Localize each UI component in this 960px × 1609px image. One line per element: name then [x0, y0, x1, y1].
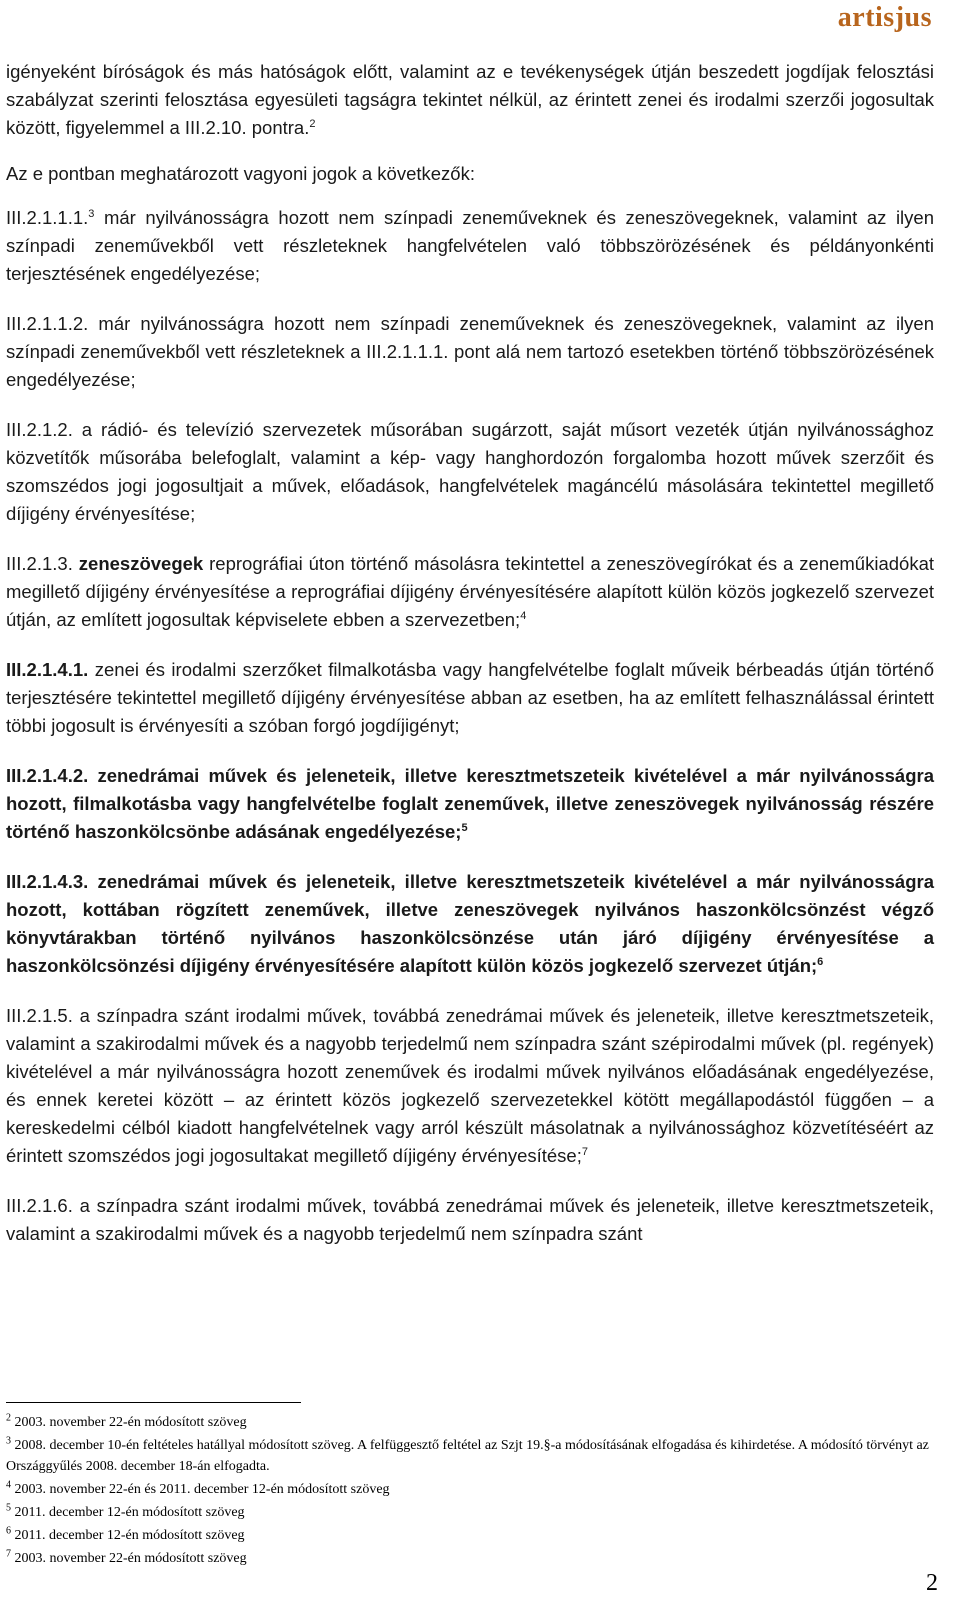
text-run: III.2.1.2. a rádió- és televízió szervezetek műsorában sugárzott, saját műsort vezeték útján nyilvánossághoz közvetítők műsorába belefoglalt, valamint a kép- vagy hanghordozón forgalomba hozott művek szerzőit és szomszédos jogi jogosultjait a művek, előadások, hangfelvételek magáncélú másolására tekintettel megillető díjigény érvényesítése; — [6, 419, 934, 524]
footnote-text: 2008. december 10-én feltételes hatállyal módosított szöveg. A felfüggesztő feltétel az Szjt 19.§-a módosításának elfogadása és kihirdetése. A módosító törvényt az Országgyűlés 2008. december 18-án elfogadta. — [6, 1438, 929, 1474]
text-run: III.2.1.5. a színpadra szánt irodalmi művek, továbbá zenedrámai művek és jeleneteik, illetve keresztmetszeteik, valamint a szakirodalmi művek és a nagyobb terjedelmű nem színpadra szánt szépirodalmi művek (pl. regények) kivételével a már nyilvánosságra hozott zeneművek és irodalmi művek nyilvános előadásának engedélyezése, és ennek keretei között – az érintett közös jogkezelő szervezetekkel kötött megállapodástól függően – a kereskedelmi célból kiadott hangfelvételnek vagy arról készült másolatnak a nyilvánossághoz közvetítéséért az érintett szomszédos jogi jogosultakat megillető díjigény érvényesítése; — [6, 1005, 934, 1166]
page-number: 2 — [926, 1570, 938, 1596]
paragraph — [6, 204, 934, 288]
paragraph — [6, 1002, 934, 1170]
paragraph — [6, 550, 934, 634]
footnote — [6, 1548, 934, 1569]
paragraph — [6, 1192, 934, 1248]
footnote-text: 2003. november 22-én módosított szöveg — [11, 1551, 247, 1566]
footnote-text: 2011. december 12-én módosított szöveg — [11, 1505, 245, 1520]
artisjus-logo: artisjus — [837, 2, 932, 33]
footnote — [6, 1435, 934, 1477]
text-run: III.2.1.3. — [6, 553, 79, 574]
footnote-ref: 7 — [581, 1145, 588, 1158]
paragraph — [6, 762, 934, 846]
text-run: III.2.1.4.1. — [6, 659, 89, 680]
text-run: reprográfiai úton történő másolásra tekintettel a zeneszövegírókat és a zeneműkiadókat megillető díjigény érvényesítése a reprográfiai díjigény érvényesítésére alapított külön közös jogkezelő szervezet útján, az említett jogosultak képviselete ebben a szervezetben; — [6, 553, 934, 630]
footnote — [6, 1502, 934, 1523]
footnote-number: 3 — [6, 1435, 11, 1447]
footnote-number: 6 — [6, 1525, 11, 1537]
footnote-number: 7 — [6, 1548, 11, 1560]
footnote-number: 5 — [6, 1502, 11, 1514]
text-run: III.2.1.6. a színpadra szánt irodalmi művek, továbbá zenedrámai művek és jeleneteik, illetve keresztmetszeteik, valamint a szakirodalmi művek és a nagyobb terjedelmű nem színpadra szánt — [6, 1195, 934, 1244]
paragraph — [6, 310, 934, 394]
footnote — [6, 1525, 934, 1546]
footnote-ref: 2 — [309, 117, 316, 130]
text-run: III.2.1.1.1. — [6, 207, 89, 228]
footnote-ref: 6 — [817, 955, 824, 968]
text-run: zeneszövegek — [78, 553, 204, 574]
footnote-ref: 3 — [88, 207, 95, 220]
footnote-separator — [6, 1402, 301, 1403]
paragraph — [6, 160, 934, 188]
footnote — [6, 1479, 934, 1500]
paragraph — [6, 868, 934, 980]
text-run: III.2.1.4.2. zenedrámai művek és jeleneteik, illetve keresztmetszeteik kivételével a már nyilvánosságra hozott, filmalkotásba vagy hangfelvételbe foglalt zeneművek, illetve zeneszövegek nyilvánosság részére történő haszonkölcsönbe adásának engedélyezése; — [6, 765, 934, 842]
text-run: zenei és irodalmi szerzőket filmalkotásba vagy hangfelvételbe foglalt műveik bérbeadás útján történő terjesztésére tekintettel megillető díjigény érvényesítése abban az esetben, ha az említett felhasználással érintett többi jogosult is érvényesíti a szóban forgó jogdíjigényt; — [6, 659, 934, 736]
footnote-text: 2011. december 12-én módosított szöveg — [11, 1528, 245, 1543]
footnote-number: 4 — [6, 1479, 11, 1491]
footnote-text: 2003. november 22-én és 2011. december 12-én módosított szöveg — [11, 1482, 390, 1497]
paragraph — [6, 656, 934, 740]
paragraph — [6, 58, 934, 142]
text-run: Az e pontban meghatározott vagyoni jogok a következők: — [6, 163, 475, 184]
text-run: már nyilvánosságra hozott nem színpadi zeneműveknek és zeneszövegeknek, valamint az ilyen színpadi zeneművekből vett részleteknek hangfelvételen való többszörözésének és példányonkénti terjesztésének engedélyezése; — [6, 207, 934, 284]
document-body — [6, 58, 934, 1270]
text-run: III.2.1.1.2. már nyilvánosságra hozott nem színpadi zeneműveknek és zeneszövegeknek, valamint az ilyen színpadi zeneművekből vett részleteknek a III.2.1.1.1. pont alá nem tartozó esetekben történő többszörözésének engedélyezése; — [6, 313, 934, 390]
footnotes — [6, 1412, 934, 1571]
footnote-ref: 4 — [520, 609, 527, 622]
footnote-number: 2 — [6, 1412, 11, 1424]
footnote-ref: 5 — [461, 821, 468, 834]
footnote-text: 2003. november 22-én módosított szöveg — [11, 1415, 247, 1430]
text-run: III.2.1.4.3. zenedrámai művek és jeleneteik, illetve keresztmetszeteik kivételével a már nyilvánosságra hozott, kottában rögzített zeneművek, illetve zeneszövegek nyilvános haszonkölcsönzést végző könyvtárakban történő nyilvános haszonkölcsönzése után járó díjigény érvényesítése a haszonkölcsönzési díjigény érvényesítésére alapított külön közös jogkezelő szervezet útján; — [6, 871, 934, 976]
paragraph — [6, 416, 934, 528]
footnote — [6, 1412, 934, 1433]
text-run: igényeként bíróságok és más hatóságok előtt, valamint az e tevékenységek útján beszedett jogdíjak felosztási szabályzat szerinti felosztása egyesületi tagságra tekintet nélkül, az érintett zenei és irodalmi szerzői jogosultak között, figyelemmel a III.2.10. pontra. — [6, 61, 934, 138]
